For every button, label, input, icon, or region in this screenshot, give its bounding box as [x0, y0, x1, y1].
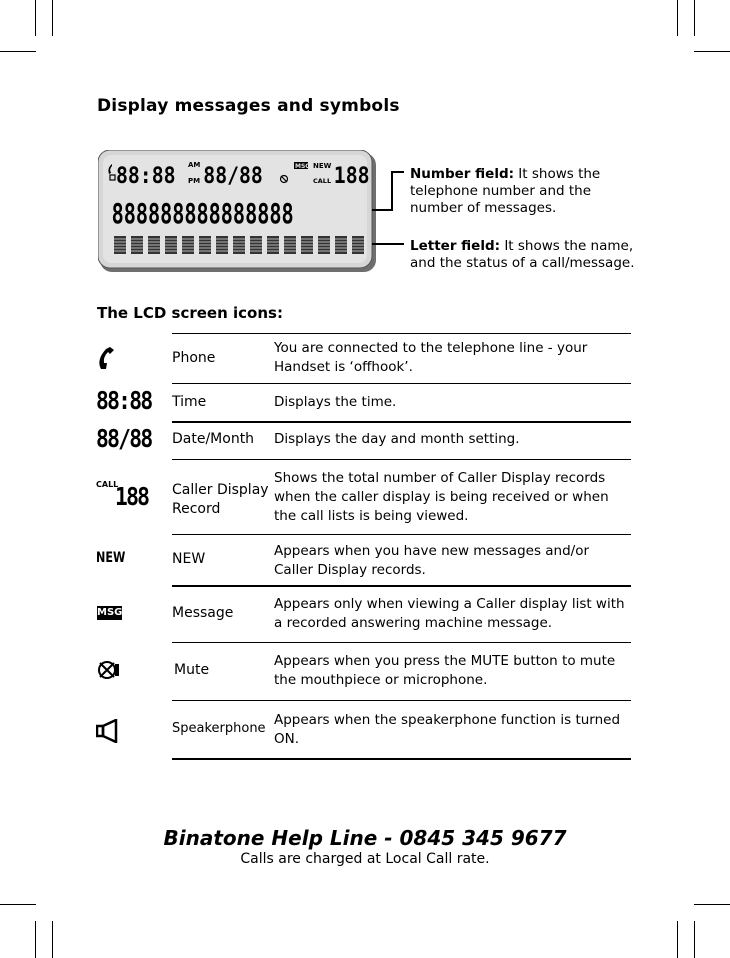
lcd-pm: PM	[188, 177, 201, 185]
crop-mark	[52, 921, 53, 958]
help-line-note: Calls are charged at Local Call rate.	[240, 851, 490, 867]
icon-name: Phone	[172, 350, 216, 366]
lcd-display-illustration	[98, 150, 376, 272]
icon-description: Displays the time.	[274, 394, 397, 410]
crop-mark	[52, 0, 53, 36]
icon-name: Caller Display Record	[172, 482, 269, 517]
icon-name: Speakerphone	[172, 721, 266, 736]
icon-description: Shows the total number of Caller Display records when the caller display is being received or when the call lists is being viewed.	[274, 470, 609, 524]
lcd-time: 88:88	[116, 163, 176, 189]
callout-connectors	[370, 168, 410, 248]
crop-mark	[35, 0, 36, 36]
crop-mark	[694, 0, 695, 36]
table-rule	[172, 534, 631, 535]
lcd-new: NEW	[313, 162, 332, 170]
new-icon: NEW	[96, 550, 126, 566]
icon-name: Mute	[174, 662, 210, 678]
caller-record-icon: 188	[115, 482, 149, 511]
caller-record-icon-label: CALL	[96, 480, 119, 489]
icon-name: Date/Month	[172, 431, 255, 447]
crop-mark	[677, 921, 678, 958]
callout-label: Letter field:	[410, 238, 501, 254]
crop-mark	[0, 904, 36, 905]
lcd-panel	[98, 150, 376, 272]
table-rule	[172, 642, 631, 643]
lcd-number-row: 888888888888888	[111, 196, 294, 230]
table-rule	[172, 421, 631, 423]
page-title: Display messages and symbols	[97, 96, 400, 116]
crop-mark	[35, 921, 36, 958]
icons-heading: The LCD screen icons:	[97, 304, 283, 322]
icon-description: Appears when you have new messages and/or Caller Display records.	[274, 543, 590, 578]
table-rule	[172, 700, 631, 701]
lcd-msg: MSG	[295, 163, 311, 170]
table-rule	[172, 758, 631, 760]
table-rule	[172, 585, 631, 587]
lcd-am: AM	[188, 161, 201, 169]
table-rule	[172, 333, 631, 334]
table-rule	[172, 383, 631, 384]
message-icon: MSG	[97, 607, 123, 618]
lcd-count: 188	[333, 163, 370, 189]
crop-mark	[694, 921, 695, 958]
icon-description: Appears when you press the MUTE button to mute the mouthpiece or microphone.	[274, 653, 616, 688]
icon-description: Displays the day and month setting.	[274, 431, 520, 447]
number-field-callout: Number field: It shows the telephone number and the number of messages.	[410, 166, 601, 216]
icon-description: Appears only when viewing a Caller display list with a recorded answering machine message.	[274, 596, 625, 631]
lcd-call: CALL	[313, 177, 332, 185]
mute-icon	[96, 658, 122, 682]
crop-mark	[677, 0, 678, 36]
help-line: Binatone Help Line - 0845 345 9677	[163, 826, 567, 850]
icon-name: Time	[172, 394, 207, 410]
speaker-icon	[96, 719, 122, 743]
icon-description: You are connected to the telephone line - your Handset is ‘offhook’.	[274, 340, 588, 375]
crop-mark	[694, 51, 730, 52]
time-icon: 88:88	[96, 386, 152, 415]
icon-name: Message	[172, 605, 234, 621]
icon-description: Appears when the speakerphone function is turned ON.	[274, 712, 621, 747]
handset-icon	[96, 346, 116, 370]
letter-field-callout: Letter field: It shows the name, and the status of a call/message.	[410, 238, 635, 271]
lcd-date: 88/88	[203, 163, 263, 189]
table-rule	[172, 459, 631, 460]
date-icon: 88/88	[96, 424, 152, 453]
callout-label: Number field:	[410, 166, 515, 182]
crop-mark	[694, 904, 730, 905]
crop-mark	[0, 51, 36, 52]
icon-name: NEW	[172, 551, 206, 567]
